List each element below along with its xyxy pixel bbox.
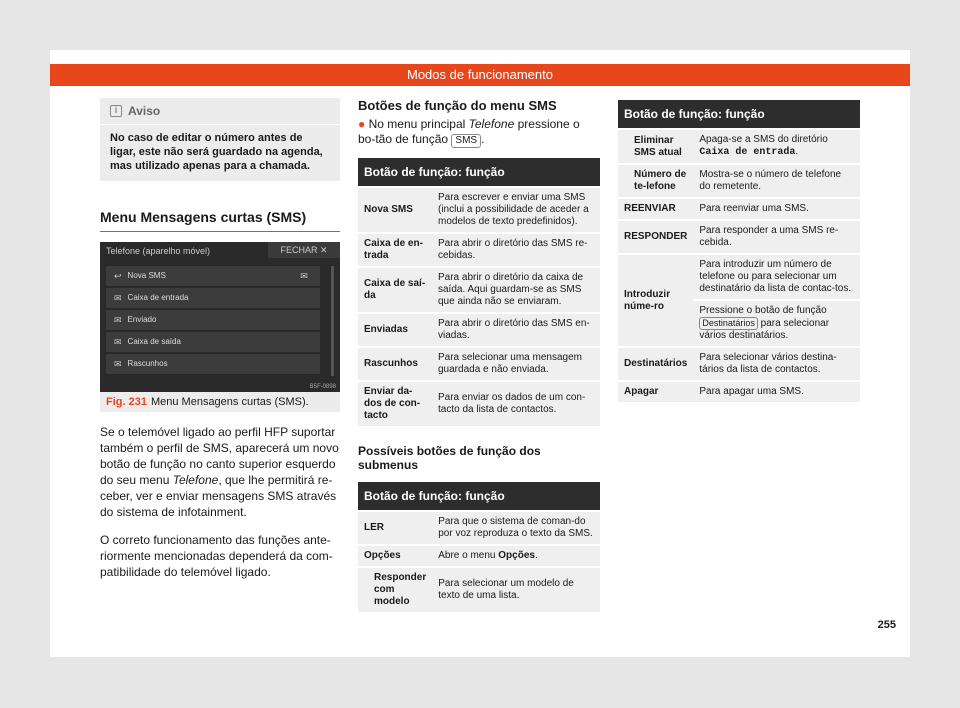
envelope-icon: ✉: [114, 293, 122, 303]
warning-title: Aviso: [128, 104, 161, 118]
menu-item-new-sms: ↩ Nova SMS: [106, 266, 320, 286]
menu-item-outbox: ✉ Caixa de saída: [106, 332, 320, 352]
screen-scrollbar: [331, 266, 334, 376]
table-row: Opções Abre o menu Opções.: [358, 546, 600, 566]
table-row: Apagar Para apagar uma SMS.: [618, 382, 860, 402]
table-header: Botão de função: função: [358, 158, 600, 186]
body-paragraph: O correto funcionamento das funções ante-riormente mencionadas dependerá da com-patibilidade do telemóvel ligado.: [100, 533, 333, 579]
table-row: Enviar da-dos de con-tacto Para enviar os dados de um con-tacto da lista de contactos.: [358, 382, 600, 426]
table-header: Botão de função: função: [358, 482, 600, 510]
function-table-sms: [358, 156, 600, 428]
envelope-icon: ✉: [114, 359, 122, 369]
table-row: Destinatários Para selecionar vários destina-tários da lista de contactos.: [618, 348, 860, 380]
column-left: [100, 98, 340, 580]
column-right: [618, 98, 860, 404]
reply-icon: ↩: [114, 271, 122, 281]
instruction-bullet: ● No menu principal Telefone pressione o bo-tão de função SMS .: [358, 117, 580, 146]
table-row: Nova SMS Para escrever e enviar uma SMS (inclui a possibilidade de aceder a modelos de texto predefinidos).: [358, 188, 600, 232]
table-row: Introduzir núme-ro Para introduzir um número de telefone ou para selecionar um destinatário da lista de contac-tos.: [618, 255, 860, 299]
manual-page: [50, 50, 910, 657]
page-number: 255: [877, 619, 896, 631]
sms-key: SMS: [451, 134, 481, 148]
figure-number: Fig. 231: [106, 396, 147, 408]
section-title: Menu Mensagens curtas (SMS): [100, 209, 340, 232]
warning-header: [100, 98, 340, 125]
envelope-icon: ✉: [114, 337, 122, 347]
envelope-icon: ✉: [114, 315, 122, 325]
warning-box: [100, 98, 340, 181]
table-row: Caixa de en-trada Para abrir o diretório das SMS re-cebidas.: [358, 234, 600, 266]
close-button: FECHAR ✕: [268, 242, 340, 258]
figure-code: B5F-0898: [309, 384, 336, 390]
body-paragraph: Se o telemóvel ligado ao perfil HFP suportar também o perfil de SMS, aparecerá um novo botão de função no canto superior esquerdo do seu menu Telefone, que lhe permitirá re-ceber, ver e enviar mensagens SMS através do sistema de infotainment.: [100, 425, 339, 519]
bullet-icon: ●: [358, 117, 366, 131]
function-table-continued: [618, 98, 860, 404]
table-row: Eliminar SMS atual Apaga-se a SMS do diretório Caixa de entrada.: [618, 130, 860, 163]
subsection-title: Possíveis botões de função dos submenus: [358, 444, 541, 472]
screen-title: Telefone (aparelho móvel): [106, 246, 211, 256]
table-row: REENVIAR Para reenviar uma SMS.: [618, 199, 860, 219]
subsection-title: Botões de função do menu SMS: [358, 98, 557, 113]
table-row: Caixa de saí-da Para abrir o diretório da caixa de saída. Aqui guardam-se as SMS que ainda não se enviaram.: [358, 268, 600, 312]
column-middle: [358, 98, 600, 614]
table-row: LER Para que o sistema de coman-do por voz reproduza o texto da SMS.: [358, 512, 600, 544]
menu-item-sent: ✉ Enviado: [106, 310, 320, 330]
contact-card-icon: ✉: [288, 266, 320, 286]
table-row: Pressione o botão de função Destinatários para selecionar vários destinatários.: [618, 301, 860, 346]
table-row: Responder com modelo Para selecionar um modelo de texto de uma lista.: [358, 568, 600, 612]
table-row: RESPONDER Para responder a uma SMS re-cebida.: [618, 221, 860, 253]
menu-item-inbox: ✉ Caixa de entrada: [106, 288, 320, 308]
table-row: Número de te-lefone Mostra-se o número de telefone do remetente.: [618, 165, 860, 197]
figure-caption-text: Menu Mensagens curtas (SMS).: [150, 396, 309, 408]
table-row: Enviadas Para abrir o diretório das SMS en-viadas.: [358, 314, 600, 346]
destinatarios-key: Destinatários: [699, 317, 758, 330]
menu-item-drafts: ✉ Rascunhos: [106, 354, 320, 374]
table-row: Rascunhos Para selecionar uma mensagem guardada e não enviada.: [358, 348, 600, 380]
info-icon: i: [110, 105, 122, 117]
warning-body: No caso de editar o número antes de ligar, este não será guardado na agenda, mas utilizado apenas para a chamada.: [110, 132, 323, 172]
function-table-submenus: [358, 480, 600, 614]
page-header: Modos de funcionamento: [50, 64, 910, 86]
table-header: Botão de função: função: [618, 100, 860, 128]
figure-caption: [100, 392, 340, 412]
sms-menu-screenshot: [100, 242, 340, 392]
